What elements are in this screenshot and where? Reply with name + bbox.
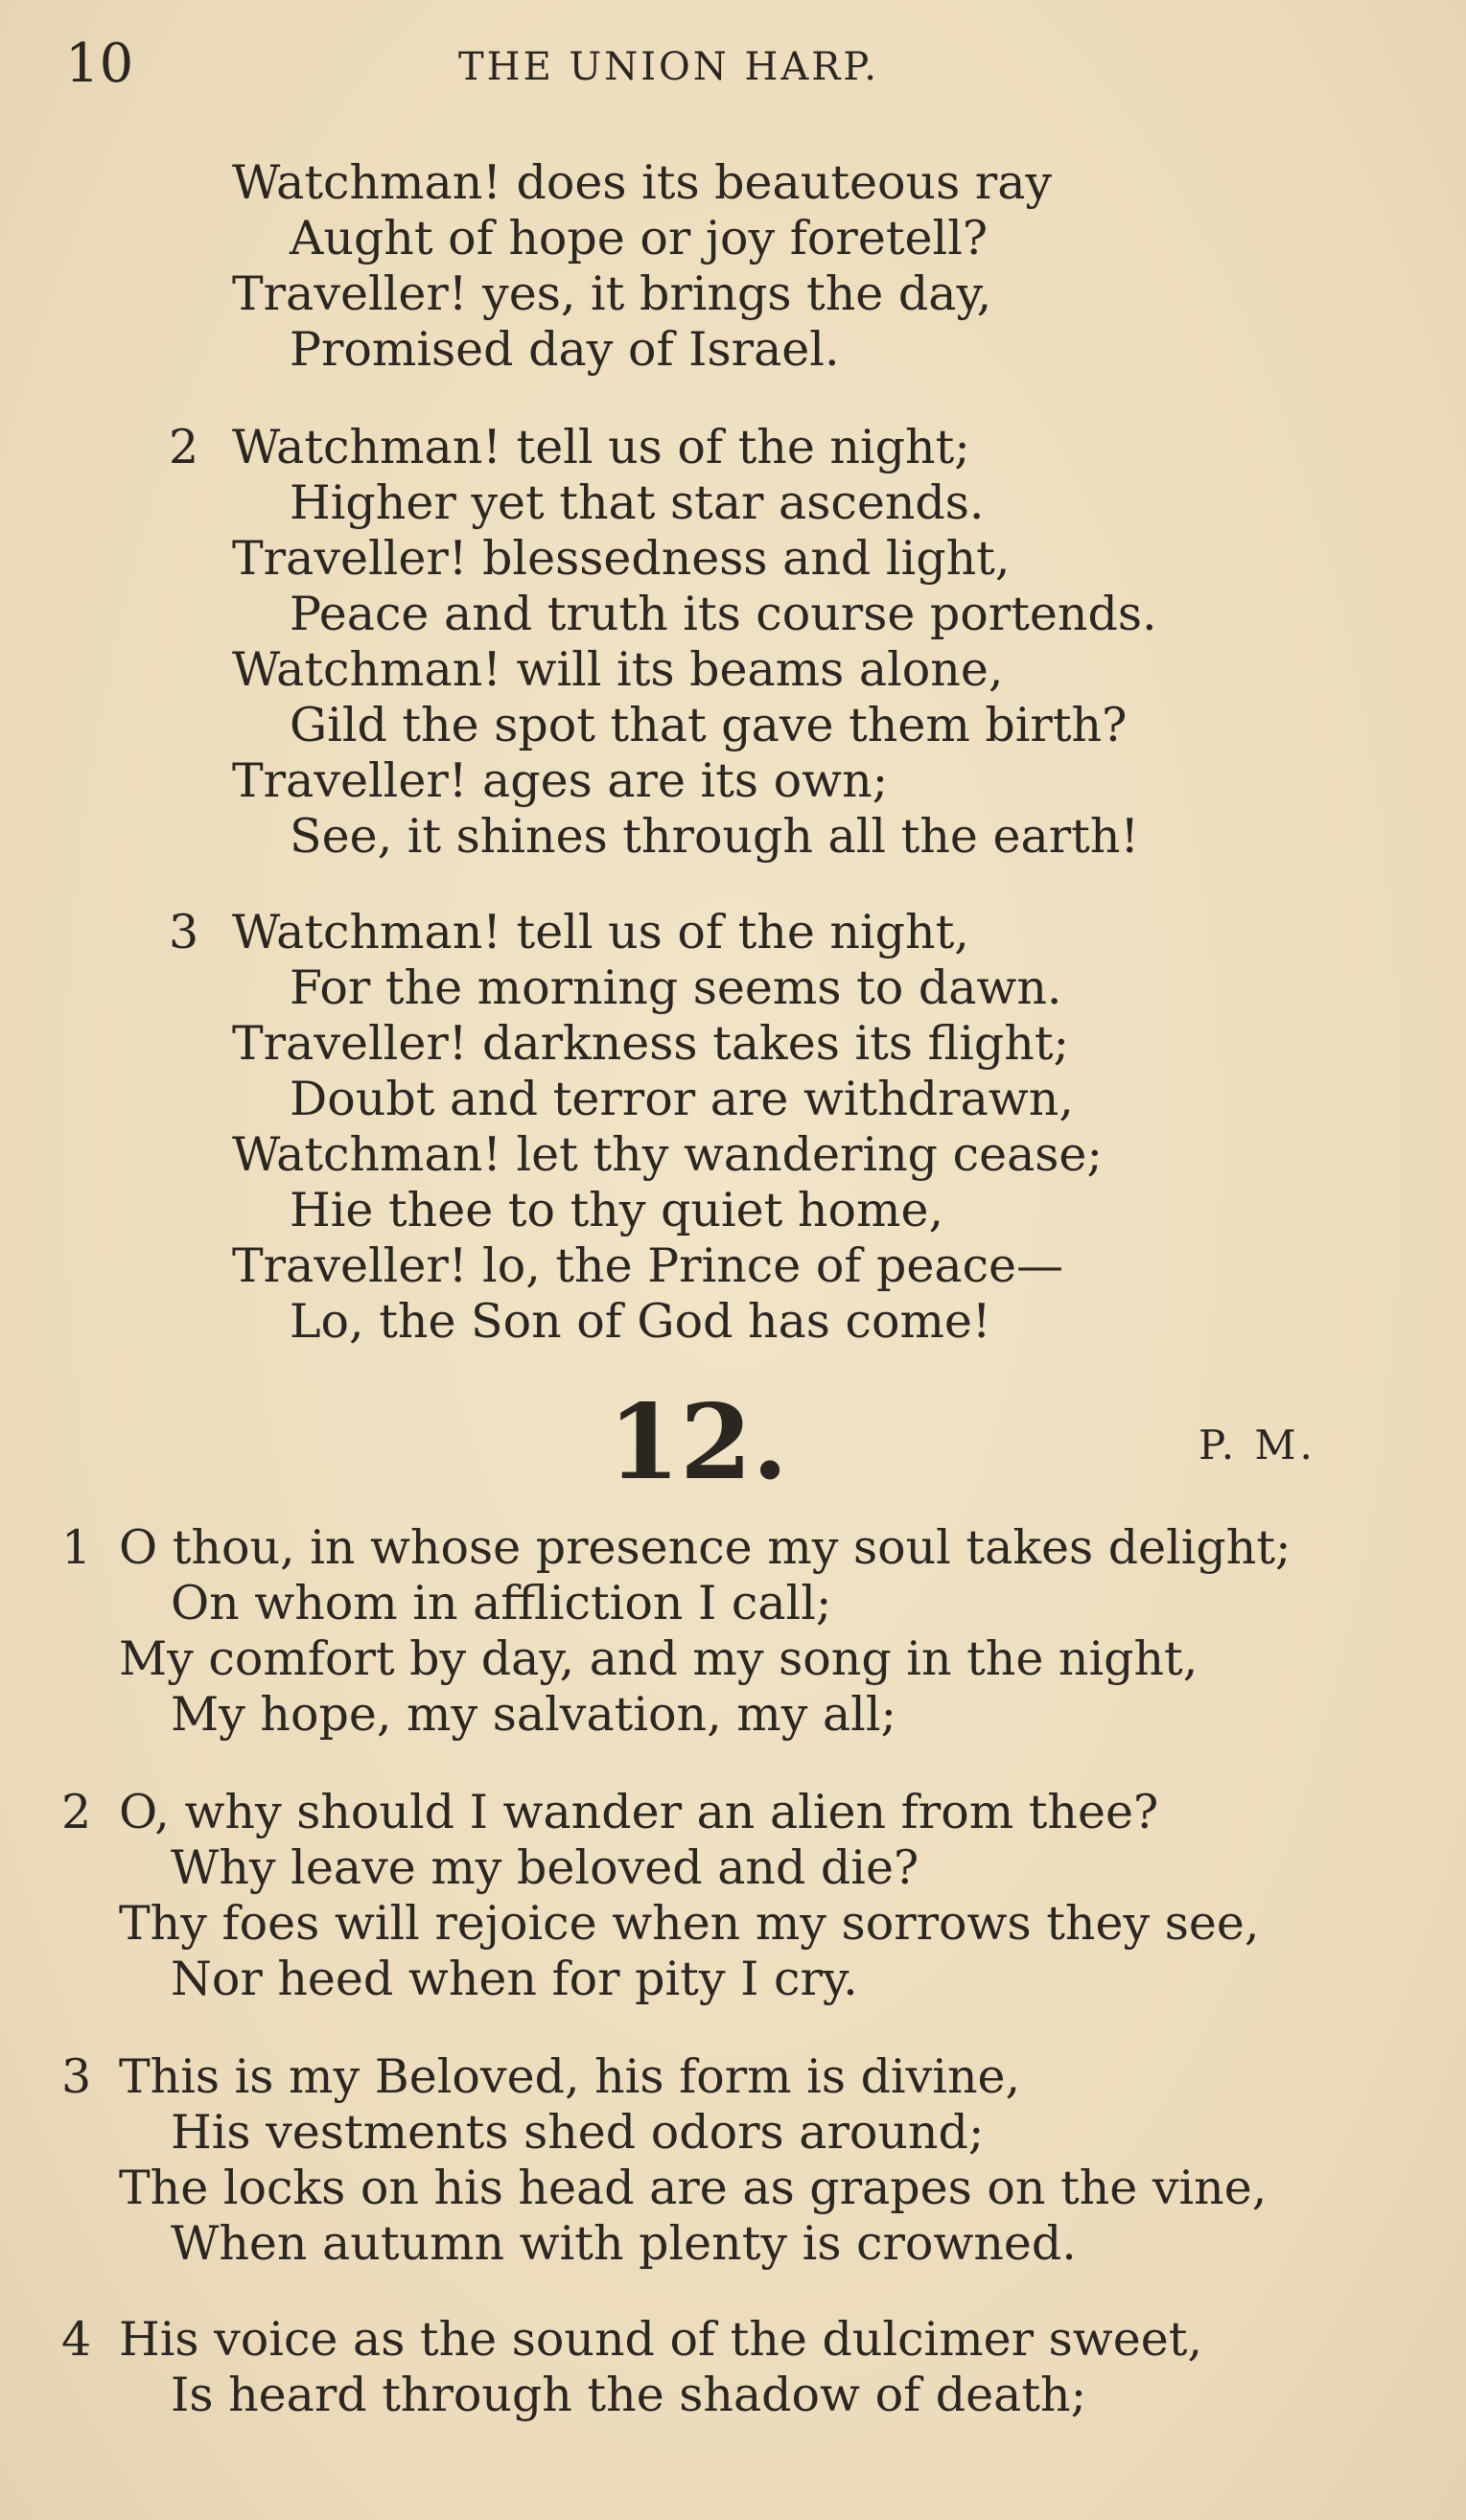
verse-line: Watchman! tell us of the night; bbox=[232, 420, 970, 474]
verse-line: Traveller! ages are its own; bbox=[232, 753, 889, 808]
verse-line: My comfort by day, and my song in the night, bbox=[119, 1631, 1198, 1686]
hymn-meter: P. M. bbox=[1198, 1422, 1316, 1468]
verse-line: On whom in affliction I call; bbox=[171, 1576, 832, 1630]
verse-line: Lo, the Son of God has come! bbox=[290, 1294, 991, 1349]
verse-line: Traveller! yes, it brings the day, bbox=[232, 266, 992, 321]
verse-line: Watchman! let thy wandering cease; bbox=[232, 1127, 1103, 1182]
verse-line: O, why should I wander an alien from thee? bbox=[119, 1785, 1159, 1839]
verse-line: Watchman! tell us of the night, bbox=[232, 905, 969, 959]
verse-line: Watchman! will its beams alone, bbox=[232, 642, 1004, 697]
verse-line: Watchman! does its beauteous ray bbox=[232, 155, 1053, 210]
verse-line: His voice as the sound of the dulcimer sweet, bbox=[119, 2312, 1203, 2367]
verse-line: His vestments shed odors around; bbox=[171, 2105, 985, 2160]
verse-line: Thy foes will rejoice when my sorrows they see, bbox=[119, 1896, 1260, 1951]
verse-line: Hie thee to thy quiet home, bbox=[290, 1183, 944, 1237]
verse-line: Why leave my beloved and die? bbox=[171, 1840, 919, 1895]
running-head bbox=[0, 31, 1466, 98]
verse-line: Traveller! lo, the Prince of peace— bbox=[232, 1238, 1064, 1293]
verse-line: See, it shines through all the earth! bbox=[290, 809, 1140, 864]
verse-number: 2 bbox=[169, 420, 199, 474]
verse-number: 4 bbox=[61, 2312, 92, 2367]
verse-number: 3 bbox=[169, 905, 199, 959]
verse-line: Doubt and terror are withdrawn, bbox=[290, 1072, 1074, 1126]
verse-line: Traveller! blessedness and light, bbox=[232, 531, 1011, 586]
verse-line: The locks on his head are as grapes on the vine, bbox=[119, 2161, 1268, 2215]
verse-line: Peace and truth its course portends. bbox=[290, 587, 1157, 641]
hymn-number: 12. bbox=[608, 1382, 788, 1503]
verse-number: 3 bbox=[61, 2049, 92, 2104]
page-number: 10 bbox=[65, 33, 134, 95]
verse-number: 2 bbox=[61, 1785, 92, 1839]
verse-line: Aught of hope or joy foretell? bbox=[290, 211, 989, 266]
verse-line: For the morning seems to dawn. bbox=[290, 960, 1062, 1015]
verse-line: This is my Beloved, his form is divine, bbox=[119, 2049, 1021, 2104]
verse-line: Gild the spot that gave them birth? bbox=[290, 698, 1128, 752]
verse-line: My hope, my salvation, my all; bbox=[171, 1687, 897, 1742]
verse-line: Promised day of Israel. bbox=[290, 322, 840, 377]
verse-line: Nor heed when for pity I cry. bbox=[171, 1952, 858, 2006]
book-title: THE UNION HARP. bbox=[458, 45, 879, 89]
verse-line: Higher yet that star ascends. bbox=[290, 475, 985, 530]
verse-line: O thou, in whose presence my soul takes delight; bbox=[119, 1520, 1291, 1575]
verse-line: Is heard through the shadow of death; bbox=[171, 2368, 1087, 2422]
verse-line: Traveller! darkness takes its flight; bbox=[232, 1016, 1070, 1071]
verse-line: When autumn with plenty is crowned. bbox=[171, 2216, 1077, 2271]
verse-number: 1 bbox=[61, 1520, 92, 1575]
